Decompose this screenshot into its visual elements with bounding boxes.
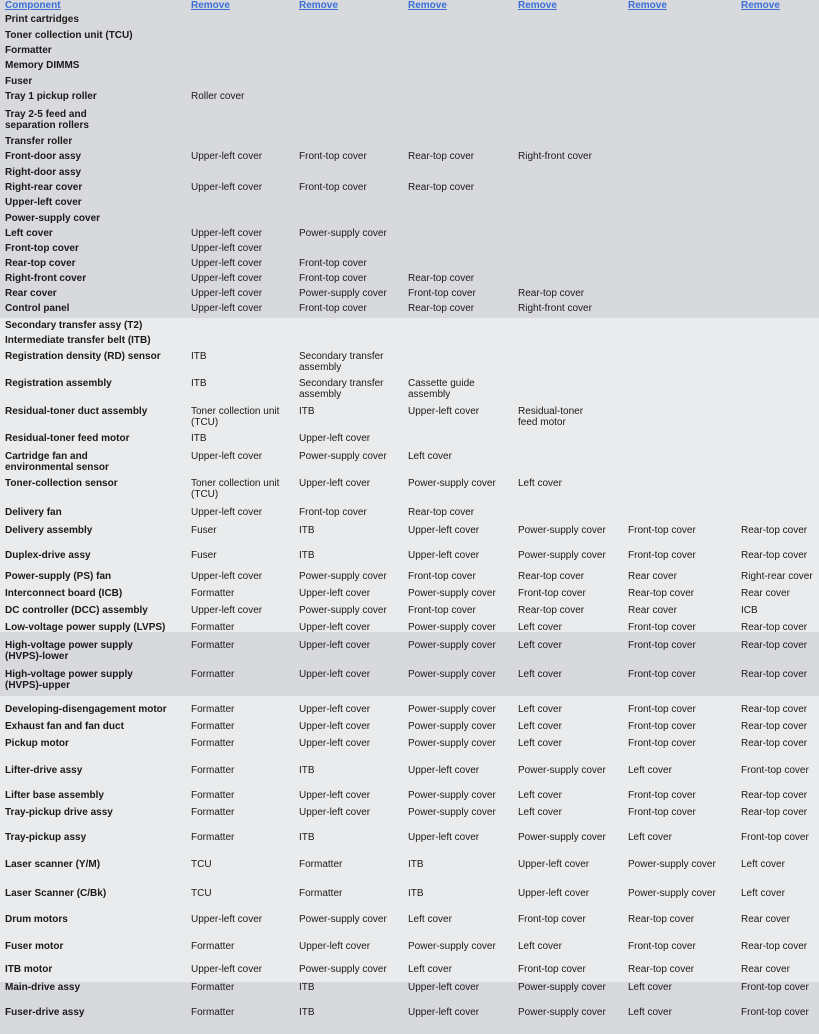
removal-step: Formatter: [191, 790, 235, 801]
removal-step: Upper-left cover: [518, 859, 590, 870]
component-name: Delivery fan: [5, 507, 62, 518]
removal-step: Front-top cover: [518, 914, 586, 925]
removal-step: Right-front cover: [518, 303, 592, 314]
removal-step: Front-top cover: [518, 588, 586, 599]
removal-step: Cassette guide assembly: [408, 378, 475, 400]
removal-step: Left cover: [518, 790, 562, 801]
removal-step: Power-supply cover: [408, 790, 496, 801]
removal-step: Upper-left cover: [191, 182, 263, 193]
removal-step: Power-supply cover: [408, 640, 496, 651]
header-component-link[interactable]: Component: [5, 0, 61, 11]
removal-step: ITB: [299, 765, 315, 776]
removal-step: ITB: [299, 525, 315, 536]
removal-step: Front-top cover: [628, 525, 696, 536]
component-name: Tray 1 pickup roller: [5, 91, 97, 102]
removal-step: Upper-left cover: [518, 888, 590, 899]
removal-step: ITB: [191, 378, 207, 389]
component-name: Tray-pickup drive assy: [5, 807, 113, 818]
removal-step: Left cover: [741, 859, 785, 870]
removal-step: Rear cover: [741, 588, 790, 599]
row-band-1: [0, 318, 819, 632]
removal-step: Power-supply cover: [408, 704, 496, 715]
removal-step: Upper-left cover: [191, 273, 263, 284]
removal-step: ITB: [408, 888, 424, 899]
removal-step: Rear-top cover: [408, 151, 475, 162]
removal-step: Formatter: [191, 1007, 235, 1018]
component-name: Print cartridges: [5, 14, 79, 25]
removal-step: Front-top cover: [628, 721, 696, 732]
component-name: Right-rear cover: [5, 182, 83, 193]
removal-step: Rear-top cover: [628, 588, 695, 599]
removal-step: Rear-top cover: [741, 807, 808, 818]
removal-step: ITB: [191, 351, 207, 362]
component-name: Registration assembly: [5, 378, 112, 389]
removal-step: Toner collection unit (TCU): [191, 478, 280, 500]
removal-step: Power-supply cover: [299, 571, 387, 582]
removal-step: Rear-top cover: [741, 622, 808, 633]
removal-step: Power-supply cover: [408, 721, 496, 732]
removal-step: Rear-top cover: [408, 182, 475, 193]
component-name: Tray 2-5 feed and separation rollers: [5, 109, 89, 131]
removal-step: Formatter: [191, 588, 235, 599]
removal-step: Fuser: [191, 550, 217, 561]
removal-step: Rear-top cover: [741, 550, 808, 561]
removal-step: Left cover: [741, 888, 785, 899]
removal-step: Front-top cover: [628, 640, 696, 651]
removal-step: Upper-left cover: [299, 704, 371, 715]
removal-step: ITB: [299, 982, 315, 993]
removal-step: Formatter: [191, 738, 235, 749]
component-name: ITB motor: [5, 964, 53, 975]
removal-step: Formatter: [191, 941, 235, 952]
removal-step: Upper-left cover: [191, 451, 263, 462]
removal-step: Rear cover: [628, 605, 677, 616]
component-name: Delivery assembly: [5, 525, 93, 536]
component-name: Front-top cover: [5, 243, 79, 254]
removal-step: Rear-top cover: [408, 303, 475, 314]
removal-step: Rear cover: [741, 964, 790, 975]
removal-step: ITB: [299, 1007, 315, 1018]
removal-step: Upper-left cover: [191, 151, 263, 162]
component-name: Fuser-drive assy: [5, 1007, 85, 1018]
component-name: Laser Scanner (C/Bk): [5, 888, 107, 899]
removal-step: Front-top cover: [299, 303, 367, 314]
removal-step: Power-supply cover: [518, 550, 606, 561]
removal-step: Power-supply cover: [518, 765, 606, 776]
component-name: Intermediate transfer belt (ITB): [5, 335, 151, 346]
component-name: DC controller (DCC) assembly: [5, 605, 148, 616]
removal-step: TCU: [191, 888, 212, 899]
removal-step: Rear-top cover: [741, 721, 808, 732]
component-name: Cartridge fan and environmental sensor: [5, 451, 109, 473]
component-name: Registration density (RD) sensor: [5, 351, 161, 362]
removal-step: Left cover: [518, 478, 562, 489]
removal-step: Front-top cover: [408, 288, 476, 299]
removal-step: Front-top cover: [628, 941, 696, 952]
component-name: Duplex-drive assy: [5, 550, 91, 561]
removal-step: Formatter: [191, 765, 235, 776]
removal-step: Power-supply cover: [299, 914, 387, 925]
removal-step: Rear-top cover: [741, 640, 808, 651]
removal-step: Power-supply cover: [299, 288, 387, 299]
removal-step: Front-top cover: [628, 622, 696, 633]
removal-step: Right-rear cover: [741, 571, 813, 582]
removal-step: Power-supply cover: [408, 738, 496, 749]
removal-step: Front-top cover: [299, 273, 367, 284]
removal-step: Upper-left cover: [191, 605, 263, 616]
removal-step: Left cover: [518, 721, 562, 732]
component-name: Formatter: [5, 45, 52, 56]
removal-step: ITB: [299, 550, 315, 561]
component-name: Right-front cover: [5, 273, 87, 284]
removal-step: Secondary transfer assembly: [299, 378, 384, 400]
component-name: Interconnect board (ICB): [5, 588, 123, 599]
removal-step: Front-top cover: [518, 964, 586, 975]
removal-step: Front-top cover: [628, 790, 696, 801]
component-name: Developing-disengagement motor: [5, 704, 167, 715]
removal-step: Rear-top cover: [518, 605, 585, 616]
removal-step: Left cover: [628, 1007, 672, 1018]
component-name: Pickup motor: [5, 738, 69, 749]
component-name: Fuser: [5, 76, 33, 87]
removal-step: Power-supply cover: [299, 964, 387, 975]
component-name: Upper-left cover: [5, 197, 82, 208]
removal-step: Rear-top cover: [408, 273, 475, 284]
removal-step: Front-top cover: [741, 832, 809, 843]
removal-step: Power-supply cover: [518, 1007, 606, 1018]
removal-step: Upper-left cover: [408, 550, 480, 561]
removal-step: Power-supply cover: [408, 588, 496, 599]
removal-step: Rear-top cover: [628, 964, 695, 975]
removal-step: Left cover: [518, 669, 562, 680]
component-name: High-voltage power supply (HVPS)-upper: [5, 669, 133, 691]
component-name: Residual-toner feed motor: [5, 433, 130, 444]
removal-step: Rear-top cover: [741, 525, 808, 536]
component-name: Front-door assy: [5, 151, 82, 162]
removal-step: Formatter: [299, 859, 343, 870]
removal-step: Left cover: [408, 964, 452, 975]
component-name: Rear-top cover: [5, 258, 76, 269]
removal-step: Formatter: [191, 807, 235, 818]
removal-step: Formatter: [191, 832, 235, 843]
removal-step: ITB: [299, 832, 315, 843]
removal-step: Upper-left cover: [299, 807, 371, 818]
removal-step: Front-top cover: [628, 807, 696, 818]
removal-step: Upper-left cover: [299, 478, 371, 489]
removal-step: Rear-top cover: [518, 288, 585, 299]
header-remove-link-5[interactable]: Remove: [628, 0, 667, 11]
removal-step: Formatter: [191, 982, 235, 993]
removal-step: Front-top cover: [741, 982, 809, 993]
removal-step: Rear-top cover: [518, 571, 585, 582]
removal-step: Front-top cover: [741, 765, 809, 776]
removal-step: Formatter: [191, 622, 235, 633]
removal-step: Rear-top cover: [628, 914, 695, 925]
component-name: Residual-toner duct assembly: [5, 406, 148, 417]
removal-step: Upper-left cover: [191, 507, 263, 518]
removal-step: Upper-left cover: [191, 914, 263, 925]
removal-step: Front-top cover: [299, 258, 367, 269]
removal-step: Toner collection unit (TCU): [191, 406, 280, 428]
component-name: Main-drive assy: [5, 982, 81, 993]
removal-step: Secondary transfer assembly: [299, 351, 384, 373]
removal-step: Power-supply cover: [518, 832, 606, 843]
component-name: High-voltage power supply (HVPS)-lower: [5, 640, 133, 662]
removal-step: Upper-left cover: [299, 669, 371, 680]
component-name: Control panel: [5, 303, 70, 314]
removal-step: Power-supply cover: [408, 807, 496, 818]
component-name: Toner collection unit (TCU): [5, 30, 133, 41]
removal-step: Power-supply cover: [628, 888, 716, 899]
removal-step: Rear-top cover: [741, 941, 808, 952]
component-name: Fuser motor: [5, 941, 64, 952]
removal-step: ICB: [741, 605, 758, 616]
removal-step: Fuser: [191, 525, 217, 536]
removal-step: Rear cover: [628, 571, 677, 582]
component-name: Power-supply cover: [5, 213, 101, 224]
component-name: Toner-collection sensor: [5, 478, 118, 489]
removal-step: Upper-left cover: [408, 525, 480, 536]
removal-step: Upper-left cover: [299, 433, 371, 444]
removal-step: Upper-left cover: [299, 622, 371, 633]
removal-step: Rear-top cover: [741, 669, 808, 680]
removal-step: Power-supply cover: [299, 451, 387, 462]
component-name: Memory DIMMS: [5, 60, 80, 71]
removal-step: Upper-left cover: [191, 288, 263, 299]
removal-step: Front-top cover: [741, 1007, 809, 1018]
removal-step: Upper-left cover: [299, 588, 371, 599]
removal-step: Right-front cover: [518, 151, 592, 162]
component-name: Lifter base assembly: [5, 790, 104, 801]
removal-step: Front-top cover: [628, 738, 696, 749]
removal-step: Formatter: [191, 721, 235, 732]
removal-step: Rear-top cover: [741, 704, 808, 715]
removal-step: Upper-left cover: [191, 228, 263, 239]
removal-step: Power-supply cover: [408, 478, 496, 489]
removal-step: Left cover: [518, 941, 562, 952]
component-name: Laser scanner (Y/M): [5, 859, 101, 870]
removal-step: Formatter: [299, 888, 343, 899]
component-name: Exhaust fan and fan duct: [5, 721, 124, 732]
removal-step: Front-top cover: [299, 151, 367, 162]
removal-step: Left cover: [518, 738, 562, 749]
removal-step: Power-supply cover: [408, 669, 496, 680]
component-name: Tray-pickup assy: [5, 832, 87, 843]
removal-step: Left cover: [628, 982, 672, 993]
removal-step: TCU: [191, 859, 212, 870]
removal-step: Front-top cover: [628, 704, 696, 715]
removal-step: Upper-left cover: [299, 738, 371, 749]
removal-step: Rear-top cover: [408, 507, 475, 518]
removal-step: Power-supply cover: [408, 622, 496, 633]
removal-step: Upper-left cover: [408, 406, 480, 417]
component-name: Left cover: [5, 228, 53, 239]
removal-step: Roller cover: [191, 91, 245, 102]
removal-step: Upper-left cover: [299, 721, 371, 732]
removal-step: Power-supply cover: [299, 228, 387, 239]
removal-step: Left cover: [518, 640, 562, 651]
component-name: Power-supply (PS) fan: [5, 571, 112, 582]
removal-step: Formatter: [191, 669, 235, 680]
header-remove-link-2[interactable]: Remove: [299, 0, 338, 11]
removal-step: Front-top cover: [299, 507, 367, 518]
removal-step: Left cover: [518, 807, 562, 818]
removal-step: Upper-left cover: [299, 790, 371, 801]
removal-step: ITB: [191, 433, 207, 444]
component-name: Drum motors: [5, 914, 68, 925]
removal-step: Formatter: [191, 704, 235, 715]
removal-step: Front-top cover: [299, 182, 367, 193]
removal-step: Front-top cover: [628, 669, 696, 680]
removal-step: Formatter: [191, 640, 235, 651]
header-remove-link-4[interactable]: Remove: [518, 0, 557, 11]
removal-step: Upper-left cover: [191, 571, 263, 582]
removal-step: Upper-left cover: [408, 765, 480, 776]
removal-step: Upper-left cover: [299, 640, 371, 651]
removal-step: Rear-top cover: [741, 790, 808, 801]
removal-step: Power-supply cover: [518, 525, 606, 536]
removal-step: Upper-left cover: [191, 243, 263, 254]
removal-step: ITB: [299, 406, 315, 417]
removal-step: Upper-left cover: [299, 941, 371, 952]
removal-step: Rear cover: [741, 914, 790, 925]
removal-step: Left cover: [408, 914, 452, 925]
header-remove-link-3[interactable]: Remove: [408, 0, 447, 11]
removal-step: Left cover: [628, 832, 672, 843]
component-name: Transfer roller: [5, 136, 73, 147]
removal-step: Left cover: [408, 451, 452, 462]
removal-step: Power-supply cover: [408, 941, 496, 952]
component-name: Low-voltage power supply (LVPS): [5, 622, 166, 633]
removal-step: Upper-left cover: [191, 303, 263, 314]
removal-step: ITB: [408, 859, 424, 870]
removal-step: Residual-toner feed motor: [518, 406, 584, 428]
removal-step: Front-top cover: [408, 605, 476, 616]
component-name: Rear cover: [5, 288, 57, 299]
removal-step: Upper-left cover: [408, 832, 480, 843]
removal-step: Upper-left cover: [191, 258, 263, 269]
component-name: Secondary transfer assy (T2): [5, 320, 143, 331]
removal-step: Power-supply cover: [518, 982, 606, 993]
removal-step: Rear-top cover: [741, 738, 808, 749]
component-name: Lifter-drive assy: [5, 765, 83, 776]
removal-step: Power-supply cover: [628, 859, 716, 870]
removal-step: Power-supply cover: [299, 605, 387, 616]
component-name: Right-door assy: [5, 167, 82, 178]
removal-step: Upper-left cover: [191, 964, 263, 975]
removal-step: Upper-left cover: [408, 982, 480, 993]
removal-step: Left cover: [518, 622, 562, 633]
removal-step: Front-top cover: [408, 571, 476, 582]
removal-step: Upper-left cover: [408, 1007, 480, 1018]
removal-step: Left cover: [628, 765, 672, 776]
removal-step: Left cover: [518, 704, 562, 715]
header-remove-link-1[interactable]: Remove: [191, 0, 230, 11]
removal-step: Front-top cover: [628, 550, 696, 561]
header-remove-link-6[interactable]: Remove: [741, 0, 780, 11]
